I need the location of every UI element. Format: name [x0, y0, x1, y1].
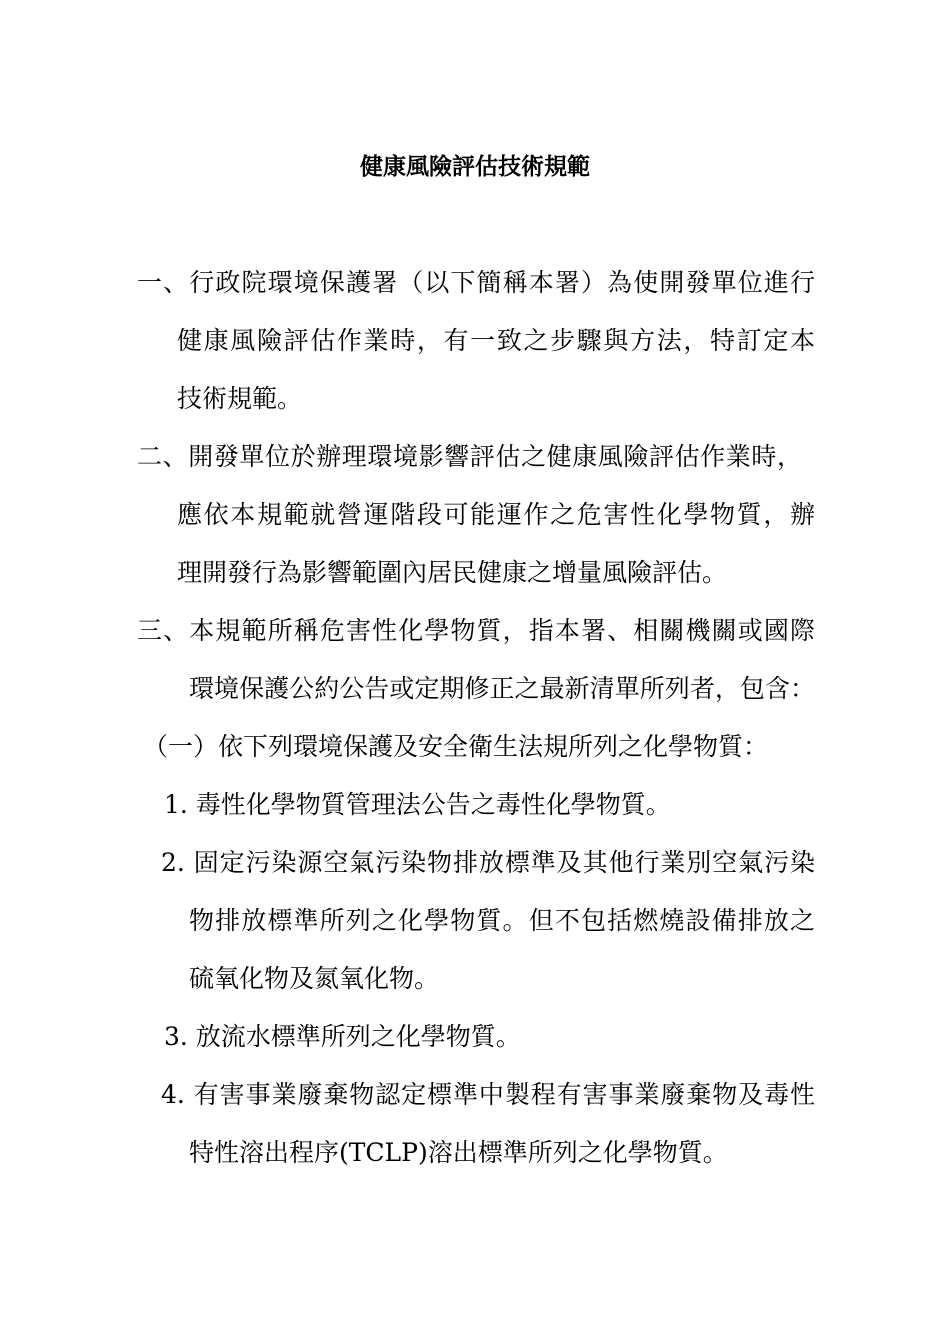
item-1: 1. 毒性化學物質管理法公告之毒性化學物質。 [164, 790, 671, 819]
item-4-line-1: 4. 有害事業廢棄物認定標準中製程有害事業廢棄物及毒性 [161, 1080, 815, 1109]
paragraph-1-line-3: 技術規範。 [177, 384, 303, 413]
paragraph-3-line-2: 環境保護公約公告或定期修正之最新清單所列者，包含： [189, 674, 815, 703]
paragraph-1-line-1: 一、行政院環境保護署（以下簡稱本署）為使開發單位進行 [137, 268, 815, 297]
item-3: 3. 放流水標準所列之化學物質。 [164, 1022, 521, 1051]
paragraph-2-line-2: 應依本規範就營運階段可能運作之危害性化學物質，辦 [177, 500, 815, 529]
item-2-line-2: 物排放標準所列之化學物質。但不包括燃燒設備排放之 [189, 906, 815, 935]
paragraph-2-line-3: 理開發行為影響範圍內居民健康之增量風險評估。 [177, 558, 728, 587]
paragraph-1-line-2: 健康風險評估作業時，有一致之步驟與方法，特訂定本 [177, 326, 815, 355]
paragraph-2-line-1: 二、開發單位於辦理環境影響評估之健康風險評估作業時， [137, 442, 802, 471]
item-2-line-1: 2. 固定污染源空氣污染物排放標準及其他行業別空氣污染 [161, 848, 815, 877]
document-title: 健康風險評估技術規範 [360, 153, 590, 180]
item-4-line-2: 特性溶出程序(TCLP)溶出標準所列之化學物質。 [189, 1138, 728, 1167]
item-2-line-3: 硫氧化物及氮氧化物。 [189, 964, 440, 993]
subsection-1-heading: （一）依下列環境保護及安全衛生法規所列之化學物質： [143, 732, 769, 761]
paragraph-3-line-1: 三、本規範所稱危害性化學物質，指本署、相關機關或國際 [137, 616, 815, 645]
